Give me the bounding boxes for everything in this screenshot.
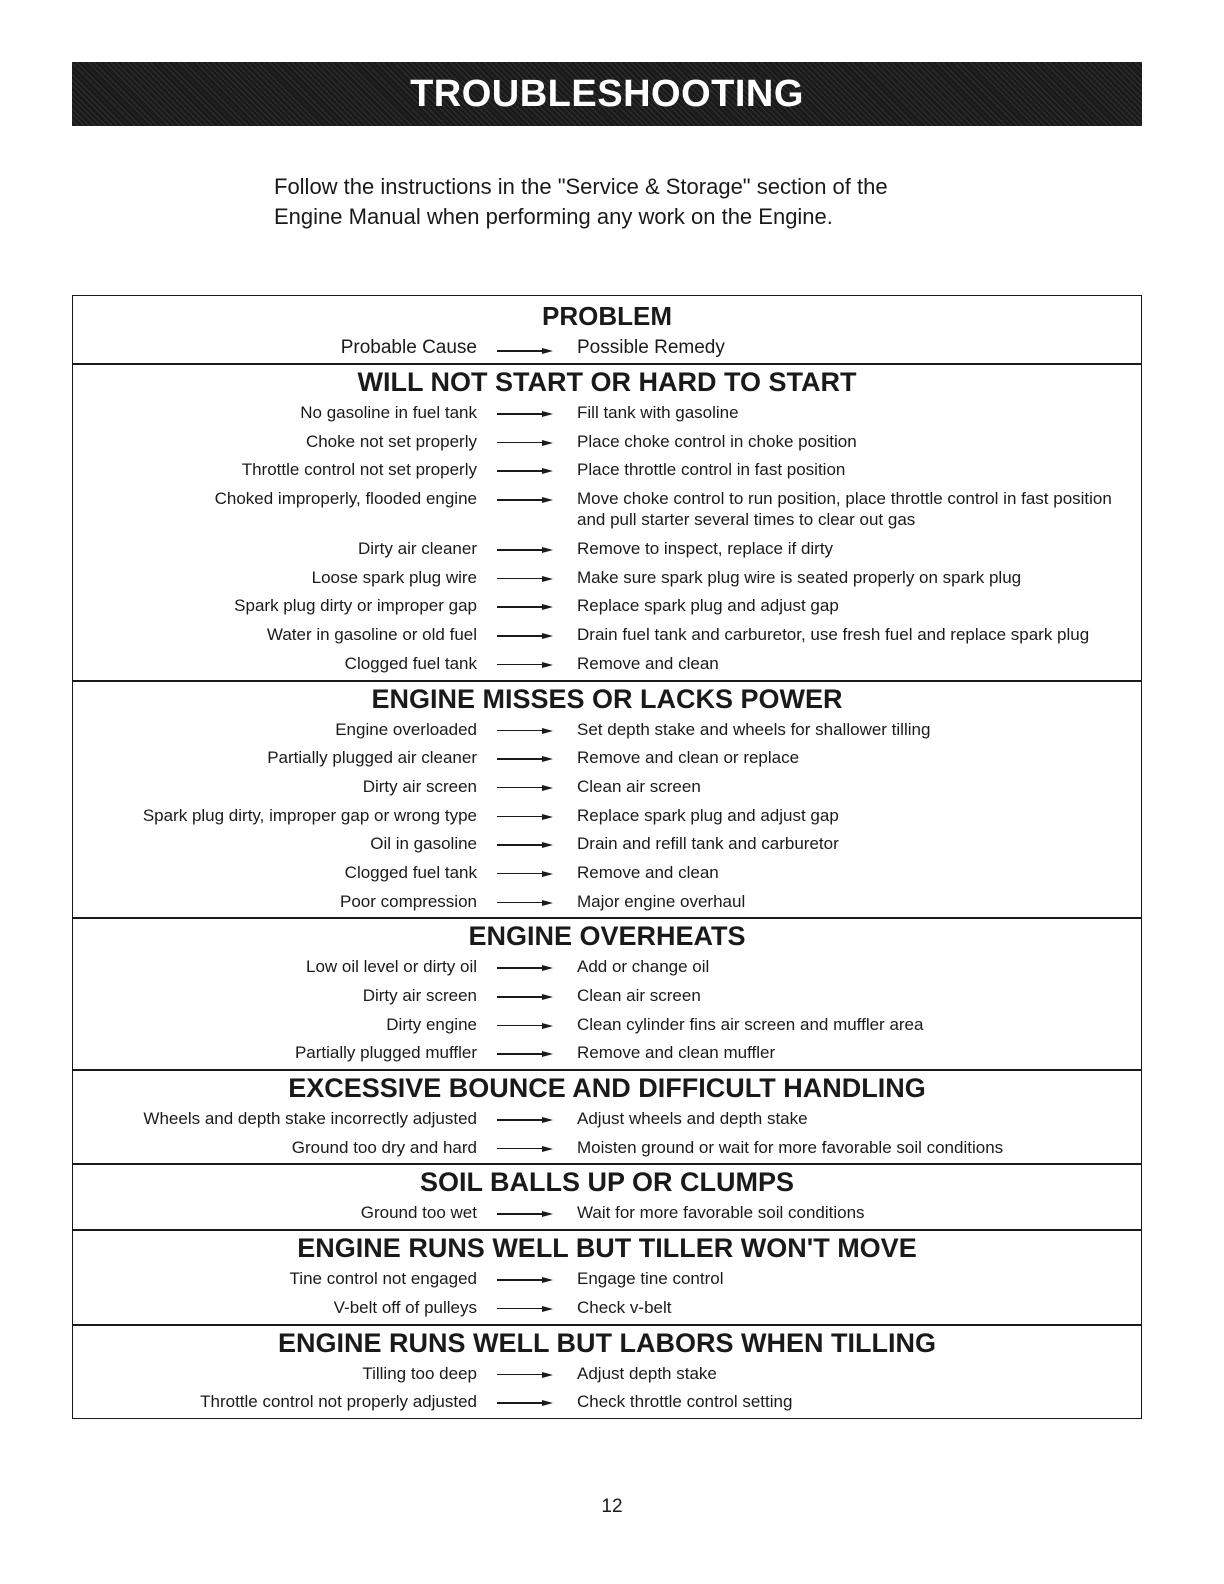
table-row (73, 1199, 1141, 1228)
section-overheats (73, 917, 1141, 1069)
table-row (73, 830, 1141, 859)
cause-text: Ground too wet (360, 1203, 477, 1223)
arrow-icon (497, 994, 553, 1000)
table-row (73, 1105, 1141, 1134)
remedy-text: Moisten ground or wait for more favorable soil conditions (577, 1137, 1004, 1157)
remedy-text: Wait for more favorable soil conditions (577, 1203, 865, 1223)
intro-line: Engine Manual when performing any work on the Engine. (274, 204, 833, 229)
arrow-icon (497, 633, 553, 639)
arrow-icon (497, 814, 553, 820)
remedy-text: Adjust wheels and depth stake (577, 1109, 808, 1129)
cause-text: Low oil level or dirty oil (305, 957, 477, 977)
cause-text: Tilling too deep (362, 1363, 477, 1383)
cause-text: Poor compression (339, 891, 477, 911)
page-number: 12 (601, 1496, 623, 1517)
cause-text: Clogged fuel tank (344, 653, 477, 673)
cause-text: Spark plug dirty or improper gap (234, 596, 477, 616)
section-misses-power (73, 680, 1141, 918)
intro-line: Follow the instructions in the "Service & Storage" section of the (274, 174, 888, 199)
arrow-icon (497, 662, 553, 668)
arrow-icon (497, 348, 553, 354)
remedy-text: Clean air screen (577, 776, 701, 796)
problem-heading: PROBLEM (542, 301, 672, 331)
table-row (73, 399, 1141, 428)
remedy-text: Check v-belt (577, 1297, 672, 1317)
remedy-text: Adjust depth stake (577, 1363, 717, 1383)
section-labors-tilling (73, 1324, 1141, 1418)
cause-text: Throttle control not properly adjusted (200, 1392, 477, 1412)
cause-text: Oil in gasoline (370, 834, 477, 854)
table-row (73, 716, 1141, 745)
remedy-text: Move choke control to run position, place throttle control in fast position and pull starter several times to clear out gas (577, 489, 1112, 530)
cause-text: Dirty air cleaner (357, 539, 477, 559)
cause-text: Ground too dry and hard (291, 1137, 477, 1157)
arrow-icon (497, 900, 553, 906)
table-row (73, 1360, 1141, 1389)
table-row (73, 564, 1141, 593)
cause-text: Partially plugged air cleaner (267, 748, 477, 768)
remedy-text: Remove and clean or replace (577, 748, 800, 768)
arrow-icon (497, 576, 553, 582)
arrow-icon (497, 1023, 553, 1029)
cause-text: Loose spark plug wire (311, 567, 477, 587)
cause-text: Engine overloaded (335, 719, 477, 739)
section-bounce-handling (73, 1069, 1141, 1163)
arrow-icon (497, 785, 553, 791)
remedy-text: Replace spark plug and adjust gap (577, 596, 839, 616)
arrow-icon (497, 547, 553, 553)
table-row (73, 1294, 1141, 1323)
table-row (73, 1388, 1141, 1417)
remedy-text: Set depth stake and wheels for shallower tilling (577, 719, 931, 739)
table-row (73, 773, 1141, 802)
cause-text: Choke not set properly (305, 431, 477, 451)
arrow-icon (497, 468, 553, 474)
table-row (73, 859, 1141, 888)
table-header (73, 296, 1141, 363)
cause-text: Dirty air screen (362, 776, 477, 796)
remedy-text: Remove and clean (577, 653, 719, 673)
arrow-icon (497, 842, 553, 848)
table-row (73, 650, 1141, 679)
section-title: EXCESSIVE BOUNCE AND DIFFICULT HANDLING (288, 1073, 926, 1104)
table-row (73, 1134, 1141, 1163)
remedy-text: Clean cylinder fins air screen and muffler area (577, 1014, 924, 1034)
section-soil-balls (73, 1163, 1141, 1229)
remedy-text: Remove and clean (577, 862, 719, 882)
table-row (73, 744, 1141, 773)
arrow-icon (497, 756, 553, 762)
remedy-text: Place choke control in choke position (577, 431, 857, 451)
section-title: ENGINE RUNS WELL BUT LABORS WHEN TILLING (278, 1327, 936, 1358)
arrow-icon (497, 1400, 553, 1406)
table-row (73, 621, 1141, 650)
table-row (73, 1039, 1141, 1068)
arrow-icon (497, 1277, 553, 1283)
arrow-icon (497, 1146, 553, 1152)
cause-text: Dirty air screen (362, 986, 477, 1005)
cause-text: Clogged fuel tank (344, 862, 477, 882)
remedy-text: Drain and refill tank and carburetor (577, 834, 839, 854)
cause-column-header: Probable Cause (340, 337, 477, 358)
arrow-icon (497, 1372, 553, 1378)
cause-text: Wheels and depth stake incorrectly adjusted (143, 1109, 477, 1129)
remedy-text: Make sure spark plug wire is seated properly on spark plug (577, 567, 1022, 587)
section-tiller-wont-move (73, 1229, 1141, 1323)
table-row (73, 535, 1141, 564)
arrow-icon (497, 440, 553, 446)
table-row (73, 1265, 1141, 1294)
remedy-text: Engage tine control (577, 1269, 724, 1289)
arrow-icon (497, 1306, 553, 1312)
table-row (73, 428, 1141, 457)
cause-text: Water in gasoline or old fuel (266, 625, 477, 645)
troubleshooting-table (72, 295, 1142, 1419)
arrow-icon (497, 965, 553, 971)
cause-text: V-belt off of pulleys (333, 1297, 477, 1317)
remedy-text: Check throttle control setting (577, 1392, 793, 1412)
table-row (73, 802, 1141, 831)
table-row (73, 982, 1141, 1011)
cause-text: No gasoline in fuel tank (300, 403, 477, 422)
arrow-icon (497, 411, 553, 417)
cause-text: Spark plug dirty, improper gap or wrong type (142, 805, 477, 825)
arrow-icon (497, 871, 553, 877)
table-row (73, 485, 1141, 535)
table-row (73, 592, 1141, 621)
title-banner (72, 62, 1142, 126)
section-will-not-start (73, 363, 1141, 680)
cause-text: Dirty engine (386, 1014, 477, 1034)
table-row (73, 888, 1141, 917)
remedy-text: Drain fuel tank and carburetor, use fresh fuel and replace spark plug (577, 625, 1090, 645)
page-title: TROUBLESHOOTING (410, 72, 804, 115)
cause-text: Choked improperly, flooded engine (214, 489, 477, 509)
intro-paragraph (274, 172, 1074, 232)
remedy-text: Remove to inspect, replace if dirty (577, 539, 834, 559)
arrow-icon (497, 728, 553, 734)
cause-text: Partially plugged muffler (294, 1043, 477, 1063)
arrow-icon (497, 1211, 553, 1217)
table-row (73, 456, 1141, 485)
table-row (73, 1011, 1141, 1040)
arrow-icon (497, 1051, 553, 1057)
remedy-text: Clean air screen (577, 986, 701, 1005)
section-title: ENGINE OVERHEATS (468, 921, 746, 952)
remedy-text: Remove and clean muffler (577, 1043, 776, 1063)
remedy-column-header: Possible Remedy (577, 337, 725, 358)
cause-text: Throttle control not set properly (241, 460, 477, 480)
section-title: ENGINE MISSES OR LACKS POWER (371, 683, 843, 714)
section-title: WILL NOT START OR HARD TO START (357, 367, 857, 397)
remedy-text: Add or change oil (577, 957, 710, 977)
cause-text: Tine control not engaged (289, 1269, 477, 1289)
arrow-icon (497, 1117, 553, 1123)
column-header-row (73, 336, 1141, 362)
section-title: SOIL BALLS UP OR CLUMPS (419, 1167, 795, 1198)
remedy-text: Major engine overhaul (577, 891, 746, 911)
remedy-text: Replace spark plug and adjust gap (577, 805, 839, 825)
arrow-icon (497, 497, 553, 503)
table-row (73, 953, 1141, 982)
remedy-text: Fill tank with gasoline (577, 403, 739, 422)
arrow-icon (497, 604, 553, 610)
remedy-text: Place throttle control in fast position (577, 460, 846, 480)
section-title: ENGINE RUNS WELL BUT TILLER WON'T MOVE (297, 1233, 917, 1264)
